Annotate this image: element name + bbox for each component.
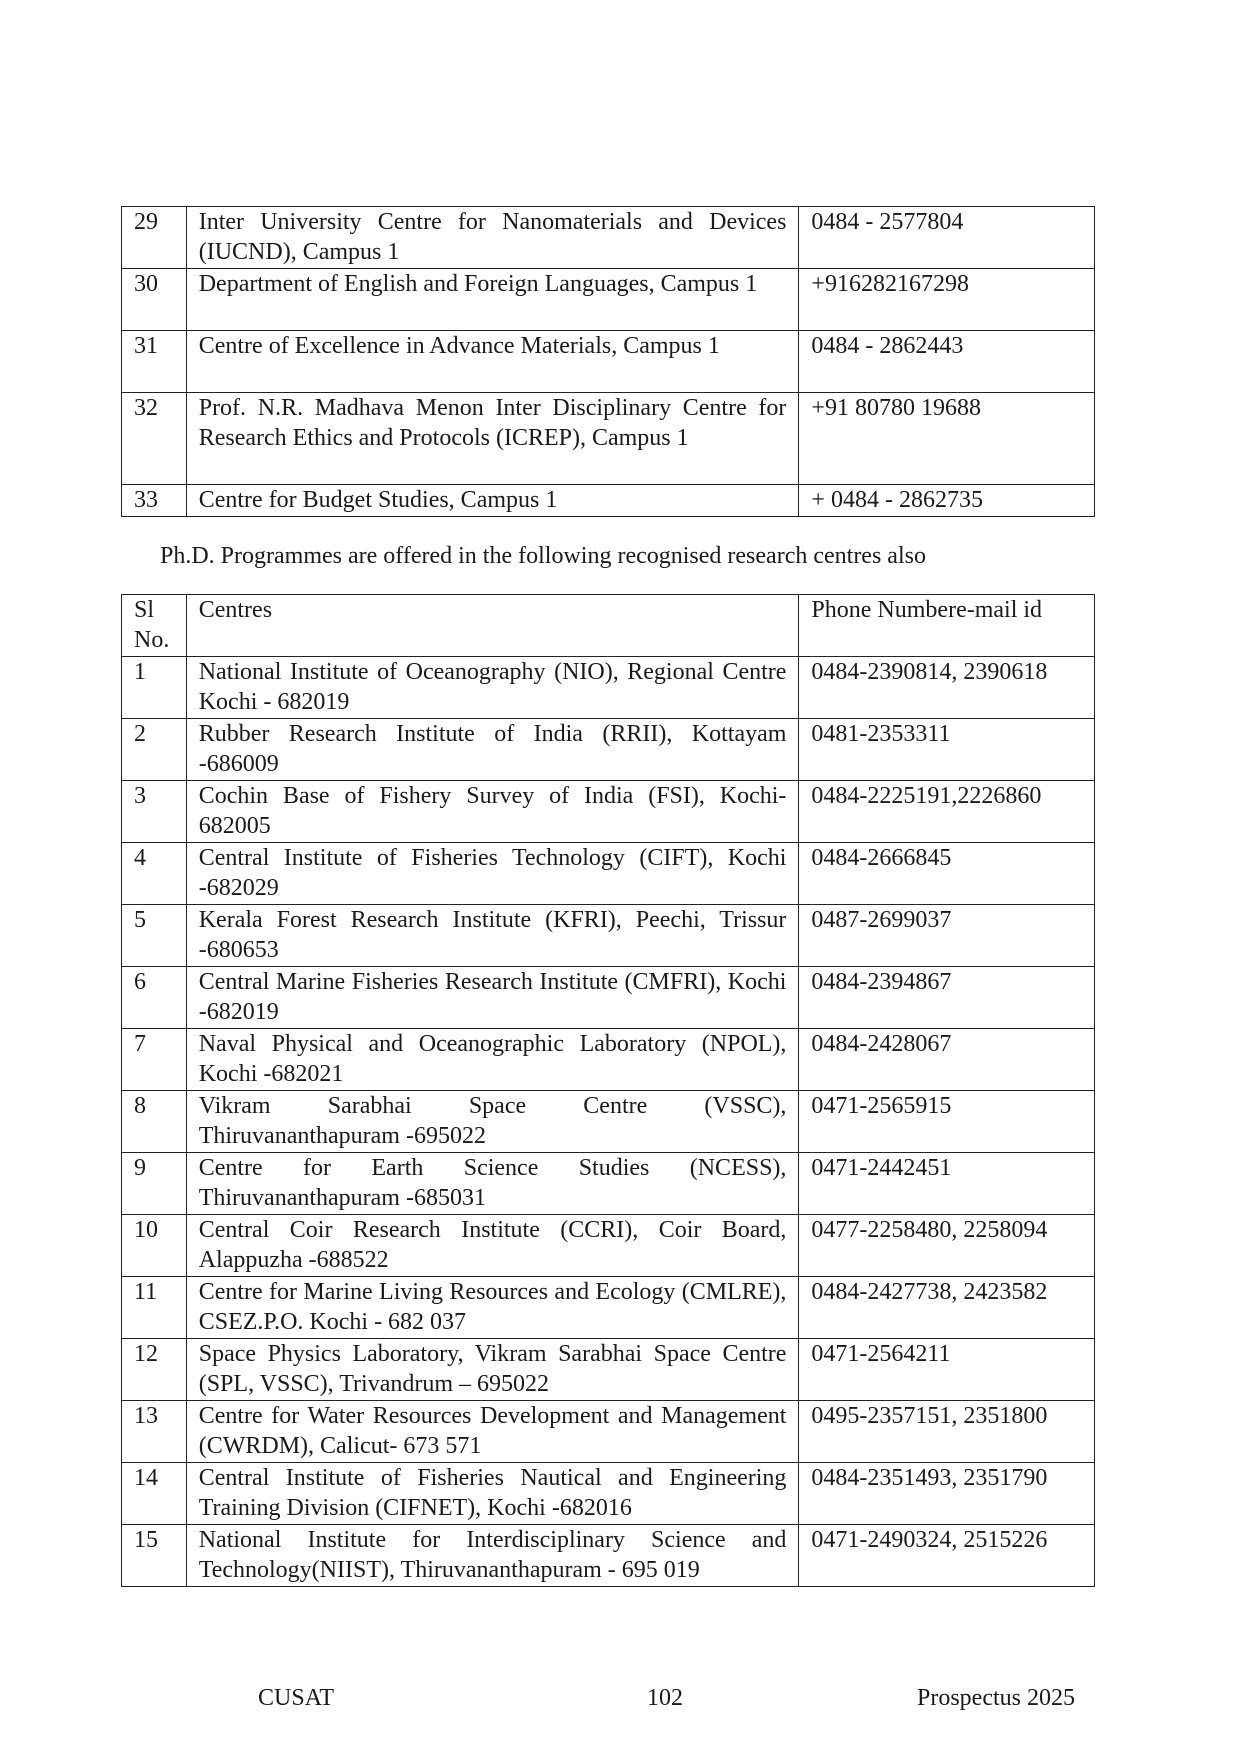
table-row (122, 1339, 1095, 1401)
table-row (122, 269, 1095, 331)
table-row (122, 207, 1095, 269)
centre-cell: Department of English and Foreign Languages, Campus 1 (186, 269, 799, 331)
phone-cell: 0484-2390814, 2390618 (799, 657, 1095, 719)
phone-cell: 0484 - 2862443 (799, 331, 1095, 393)
phone-cell: 0487-2699037 (799, 905, 1095, 967)
intro-text: Ph.D. Programmes are offered in the following recognised research centres also (160, 543, 926, 569)
table-row (122, 1277, 1095, 1339)
phone-cell: 0471-2565915 (799, 1091, 1095, 1153)
centre-cell: Centre for Marine Living Resources and Ecology (CMLRE), CSEZ.P.O. Kochi - 682 037 (186, 1277, 799, 1339)
sl-cell: 3 (122, 781, 187, 843)
phone-cell: 0477-2258480, 2258094 (799, 1215, 1095, 1277)
phone-cell: 0481-2353311 (799, 719, 1095, 781)
table-row (122, 905, 1095, 967)
sl-cell: 13 (122, 1401, 187, 1463)
phone-cell: 0484-2225191,2226860 (799, 781, 1095, 843)
sl-cell: 32 (122, 393, 187, 485)
phone-cell: 0484-2351493, 2351790 (799, 1463, 1095, 1525)
sl-cell: 11 (122, 1277, 187, 1339)
table-row (122, 1463, 1095, 1525)
centre-cell: Inter University Centre for Nanomaterials and Devices (IUCND), Campus 1 (186, 207, 799, 269)
centre-cell: Space Physics Laboratory, Vikram Sarabhai Space Centre (SPL, VSSC), Trivandrum – 695022 (186, 1339, 799, 1401)
phone-cell: 0484 - 2577804 (799, 207, 1095, 269)
sl-cell: 9 (122, 1153, 187, 1215)
centre-cell: Kerala Forest Research Institute (KFRI), Peechi, Trissur -680653 (186, 905, 799, 967)
centre-cell: Centre for Water Resources Development and Management (CWRDM), Calicut- 673 571 (186, 1401, 799, 1463)
sl-cell: 2 (122, 719, 187, 781)
sl-cell: 10 (122, 1215, 187, 1277)
centre-cell: Central Coir Research Institute (CCRI), Coir Board, Alappuzha -688522 (186, 1215, 799, 1277)
sl-cell: 7 (122, 1029, 187, 1091)
phone-cell: 0495-2357151, 2351800 (799, 1401, 1095, 1463)
centre-cell: Naval Physical and Oceanographic Laboratory (NPOL), Kochi -682021 (186, 1029, 799, 1091)
table-row (122, 1525, 1095, 1587)
header-centres: Centres (186, 595, 799, 657)
phone-cell: 0471-2564211 (799, 1339, 1095, 1401)
phone-cell: 0484-2428067 (799, 1029, 1095, 1091)
centre-cell: Central Institute of Fisheries Nautical and Engineering Training Division (CIFNET), Kochi -682016 (186, 1463, 799, 1525)
centre-cell: National Institute of Oceanography (NIO), Regional Centre Kochi - 682019 (186, 657, 799, 719)
sl-cell: 15 (122, 1525, 187, 1587)
table-row (122, 719, 1095, 781)
centre-cell: National Institute for Interdisciplinary Science and Technology(NIIST), Thiruvananthapuram - 695 019 (186, 1525, 799, 1587)
table-row (122, 1029, 1095, 1091)
sl-cell: 29 (122, 207, 187, 269)
centre-cell: Vikram Sarabhai Space Centre (VSSC), Thiruvananthapuram -695022 (186, 1091, 799, 1153)
centre-cell: Central Institute of Fisheries Technology (CIFT), Kochi -682029 (186, 843, 799, 905)
centre-cell: Centre of Excellence in Advance Materials, Campus 1 (186, 331, 799, 393)
centre-cell: Cochin Base of Fishery Survey of India (FSI), Kochi-682005 (186, 781, 799, 843)
phone-cell: + 0484 - 2862735 (799, 485, 1095, 517)
sl-cell: 5 (122, 905, 187, 967)
phone-cell: 0484-2394867 (799, 967, 1095, 1029)
phone-cell: 0484-2427738, 2423582 (799, 1277, 1095, 1339)
centre-cell: Centre for Earth Science Studies (NCESS), Thiruvananthapuram -685031 (186, 1153, 799, 1215)
table-row (122, 1215, 1095, 1277)
centre-cell: Rubber Research Institute of India (RRII), Kottayam -686009 (186, 719, 799, 781)
header-sl: Sl No. (122, 595, 187, 657)
table-row (122, 331, 1095, 393)
table-row (122, 485, 1095, 517)
sl-cell: 14 (122, 1463, 187, 1525)
sl-cell: 4 (122, 843, 187, 905)
sl-cell: 8 (122, 1091, 187, 1153)
table-row (122, 1401, 1095, 1463)
centres-table-continued (121, 206, 1095, 517)
sl-cell: 30 (122, 269, 187, 331)
footer-document-title: Prospectus 2025 (917, 1685, 1075, 1711)
table-row (122, 781, 1095, 843)
footer-page-number: 102 (647, 1685, 683, 1711)
table-header-row (122, 595, 1095, 657)
sl-cell: 1 (122, 657, 187, 719)
table-row (122, 1091, 1095, 1153)
sl-cell: 6 (122, 967, 187, 1029)
sl-cell: 12 (122, 1339, 187, 1401)
phone-cell: 0484-2666845 (799, 843, 1095, 905)
recognised-centres-table (121, 594, 1095, 1587)
centre-cell: Centre for Budget Studies, Campus 1 (186, 485, 799, 517)
header-phone: Phone Numbere-mail id (799, 595, 1095, 657)
phone-cell: 0471-2490324, 2515226 (799, 1525, 1095, 1587)
table-row (122, 1153, 1095, 1215)
phone-cell: 0471-2442451 (799, 1153, 1095, 1215)
table-row (122, 967, 1095, 1029)
centre-cell: Central Marine Fisheries Research Institute (CMFRI), Kochi -682019 (186, 967, 799, 1029)
centre-cell: Prof. N.R. Madhava Menon Inter Disciplinary Centre for Research Ethics and Protocols (ICREP), Campus 1 (186, 393, 799, 485)
table-row (122, 393, 1095, 485)
phone-cell: +916282167298 (799, 269, 1095, 331)
sl-cell: 33 (122, 485, 187, 517)
table-row (122, 843, 1095, 905)
phone-cell: +91 80780 19688 (799, 393, 1095, 485)
sl-cell: 31 (122, 331, 187, 393)
table-row (122, 657, 1095, 719)
footer-institution: CUSAT (258, 1685, 335, 1711)
